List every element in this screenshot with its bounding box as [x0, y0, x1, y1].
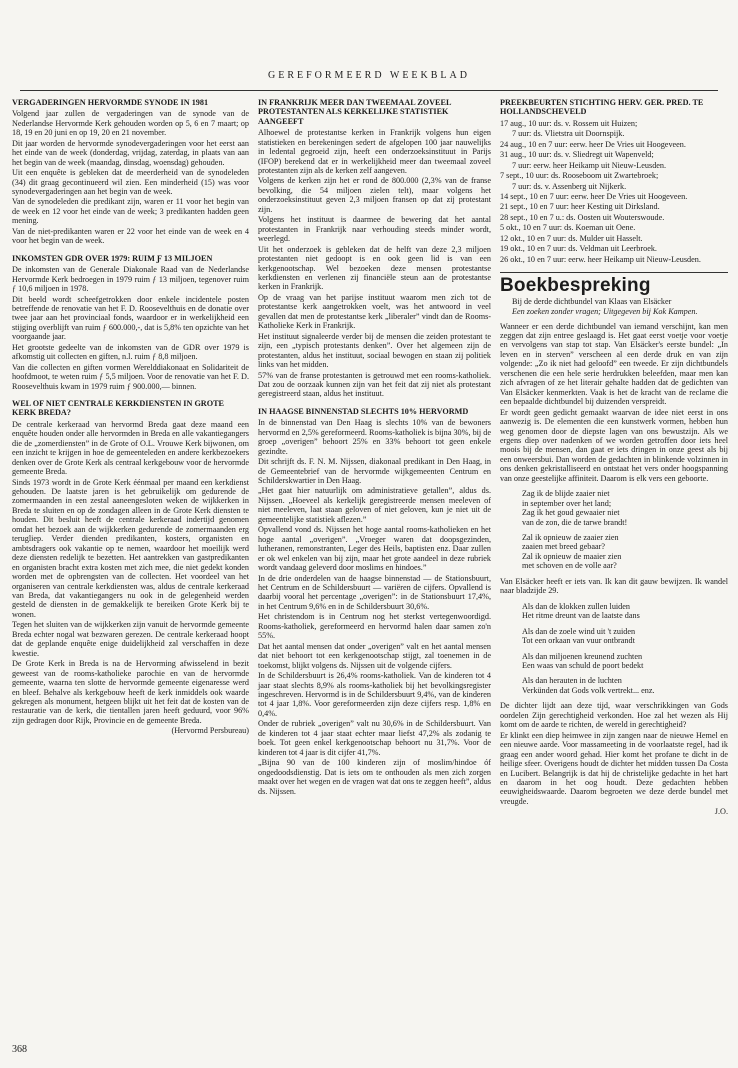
article-paragraph: Volgens het instituut is daarmee de bewering dat het aantal protestanten in Frankrijk naar verhouding steeds minder wordt, weerlegd.	[258, 215, 491, 244]
poem-line: Zag ik de blijde zaaier niet	[522, 489, 610, 499]
review-paragraph: De dichter lijdt aan deze tijd, waar verschrikkingen van Gods oordelen Zijn gerechtigheid verkonden. Hoe zal het wezen als Hij komt om de aarde te richten, de wereld in gerechtigheid?	[500, 701, 728, 730]
column-left	[12, 98, 249, 737]
preekbeurt-line: 7 uur: ds. v. Assenberg uit Nijkerk.	[512, 181, 627, 191]
article-paragraph: De Grote Kerk in Breda is na de Hervorming afwisselend in bezit geweest van de rooms-katholieke parochie en van de hervormde gemeente, waarna ten slotte de hervormde gemeente eigenaresse werd en bleef. Behalve als kerkgebouw heeft de kerk inmiddels ook waarde gekregen als monument, hetgeen blijkt uit het feit dat de kosten van de restauratie van de kerk, die tientallen jaren heeft geduurd, voor 96% zijn gedragen door Rijk, Provincie en de gemeente Breda.	[12, 659, 249, 725]
poem-line: zaaien met breed gebaar?	[522, 542, 605, 552]
poem-line: Zag ik het goud gewaaier niet	[522, 508, 620, 518]
poem-excerpt-2	[522, 602, 728, 696]
preekbeurt-line: 7 uur: eerw. heer Heikamp uit Nieuw-Leusden.	[512, 160, 667, 170]
column-right	[500, 98, 728, 818]
article-paragraph: Volgend jaar zullen de vergaderingen van de synode van de Nederlandse Hervormde Kerk gehouden worden op 5, 6 en 7 maart; op 18, 19 en 20 juni en op 19, 20 en 21 november.	[12, 109, 249, 138]
poem-line: Zal ik opnieuw de maaier zien	[522, 551, 622, 561]
poem-line: van de zon, die de tarwe brandt!	[522, 517, 628, 527]
article-paragraph: Dit schrijft ds. F. N. M. Nijssen, diakonaal predikant in Den Haag, in de Gemeentebrief van de hervormde wijkgemeenten Centrum en Schilderskwartier in Den Haag.	[258, 457, 491, 486]
article-paragraph: Onder de rubriek „overigen” valt nu 30,6% in de Schildersbuurt. Van de kinderen tot 4 jaar staat echter maar liefst 47,2% als zodanig te boek. Tot geen enkel kerkgenootschap behoort nu 31,7%. Voor de kinderen tot 4 jaar is dit cijfer 41,7%.	[258, 719, 491, 757]
article-paragraph: Dat het aantal mensen dat onder „overigen” valt en het aantal mensen dat niet behoort tot een kerkgenootschap stijgt, zal toenemen in de toekomst, blijkt volgens ds. Nijssen uit de volgende cijfers.	[258, 641, 491, 670]
article-paragraph: Sinds 1973 wordt in de Grote Kerk éénmaal per maand een kerkdienst gehouden. De laatste jaren is het gebruikelijk om gedurende de zomermaanden in een zestal aaneengesloten weken de wijkkerken in Breda te sluiten en op de zondagen alleen in de Grote Kerk diensten te houden. Dit besluit heeft de centrale kerkeraad indertijd genomen omdat het bezoek aan de wijkkerken gedurende de zomermaanden erg terugliep. Verder dienden predikanten, kosters, organisten en ambtsdragers ook vakantie op te nemen, waardoor het moeilijk werd deze diensten redelijk te bezetten. Het aantrekken van gastpredikanten en organisten bracht extra kosten met zich mee, die niet gedekt konden worden met de opbrengsten van de collecten. Het voordeel van het organiseren van centrale kerkdiensten was, aldus de centrale kerkeraad van Breda, dat vakantiegangers nu ook in de gelegenheid werden gesteld de diensten in de gemakkelijk te bereiken Grote Kerk bij te wonen.	[12, 477, 249, 619]
preekbeurt-line: 19 okt., 10 en 7 uur: ds. Veldman uit Leerbroek.	[500, 244, 657, 254]
article-paragraph: „Het gaat hier natuurlijk om administratieve getallen”, aldus ds. Nijssen. „Hoeveel als kerkelijk geregistreerde mensen meeleven of niet meeleven, laat staan geloven of niet geloven, kun je niet uit de gemeentelijke statistiek aflezen.”	[258, 486, 491, 524]
poem-line: met schoven en de volle aar?	[522, 561, 617, 571]
column-middle	[258, 98, 491, 797]
article-title-gdr: INKOMSTEN GDR OVER 1979: RUIM Ƒ 13 MILJOEN	[12, 253, 213, 263]
preekbeurt-line: 28 sept., 10 en 7 u.: ds. Oosten uit Wouterswoude.	[500, 212, 665, 222]
article-paragraph: Uit een enquête is gebleken dat de meerderheid van de synodeleden (34) dit graag gecontinueerd wil zien. Een minderheid (15) was voor synodevergaderingen aan het begin van de week.	[12, 168, 249, 197]
article-paragraph: Het christendom is in Centrum nog het sterkst vertegenwoordigd. Rooms-katholiek, gereformeerd en hervormd halen daar samen zo'n 55%.	[258, 612, 491, 641]
preekbeurt-line: 26 okt., 10 en 7 uur: eerw. heer Heikamp uit Nieuw-Leusden.	[500, 254, 701, 264]
review-paragraph: Er klinkt een diep heimwee in zijn zangen naar de nieuwe Hemel en een nieuwe aarde. Voor massameeting in de voorlaatste regel, had ik graag een ander woord gehad. Hier komt het profane te dicht in de heilige sfeer. Overigens houdt de dichter het midden tussen Da Costa en Lucibert. Belangrijk is dat hij de christelijke gedachte in het hart en daarom in het oog houdt. Deze gedachten hebben eeuwigheidswaarde. Daarom begroeten we deze derde bundel met vreugde.	[500, 730, 728, 806]
review-paragraph: Er wordt geen gedicht gemaakt waarvan de idee niet eerst in ons aanwezig is. De elementen die een kunstwerk vormen, hebben hun weg genomen door de diepste lagen van ons bewustzijn. Als we ergens diep over nadenken of we worden getroffen door iets heel moois bij de mensen, dan gaat er iets dringen in onze geest als bij een onweersbui. Dan worden de gedachten in blinkende volzinnen in ons denken gekristalliseerd en ontstaat het vers onder hoogspanning van onze geestelijke affiniteit. Daarom is elk vers een geboorte.	[500, 407, 728, 483]
article-paragraph: Dit jaar worden de hervormde synodevergaderingen voor het eerst aan het einde van de week (donderdag, vrijdag, zaterdag, in plaats van aan het begin van de week (maandag, dinsdag, woensdag) gehouden.	[12, 138, 249, 167]
poem-line: Als dan de klokken zullen luiden	[522, 601, 631, 611]
preekbeurt-line: 31 aug., 10 uur: ds. v. Sliedregt uit Wapenveld;	[500, 150, 654, 160]
page-number: 368	[12, 1044, 27, 1055]
article-title-synode: VERGADERINGEN HERVORMDE SYNODE IN 1981	[12, 98, 209, 107]
preekbeurten-title: PREEKBEURTEN STICHTING HERV. GER. PRED. TE HOLLANDSCHEVELD	[500, 98, 704, 117]
review-paragraph: Wanneer er een derde dichtbundel van iemand verschijnt, kan men zeggen dat zijn entree geslaagd is. Het gaat eerst voetje voor voetje en vervolgens van stap tot stap. Van Elsäcker's eerste bundel: „In leven en in sterven” verscheen al een derde druk en van zijn volgende: „Zo ik niet had geloofd” een tweede. Er zijn dichtbundels verschenen die een hele serie herdrukken beleefden, maar men kan zich afvragen of ze het literair gehalte hadden dat de gedichten van Van Elsäcker kenmerkten. Vaak is het de kracht van de reclame die een bepaalde dichtbundel bij duizenden verspreidt.	[500, 321, 728, 407]
article-paragraph: „Bijna 90 van de 100 kinderen zijn of moslim/hindoe óf ongedoodsdienstig. Dat is iets om te onthouden als men zich zorgen maakt over het wegen en de vragen wat dat ons te zeggen heeft”, aldus ds. Nijssen.	[258, 758, 491, 796]
article-title-breda: WEL OF NIET CENTRALE KERKDIENSTEN IN GROTE KERK BREDA?	[12, 399, 225, 418]
preekbeurt-line: 17 aug., 10 uur: ds. v. Rossem uit Huizen;	[500, 118, 638, 128]
poem-line: Het ritme dreunt van de laatste dans	[522, 611, 640, 621]
article-paragraph: Van die collecten en giften vormen Werelddiakonaat en Solidariteit de hoofdmoot, te weten ruim ƒ 5,5 miljoen. Voor de renovatie van het F. D. Roosevelthuis kwam in 1979 ruim ƒ 900.000,— binnen.	[12, 362, 249, 391]
article-source: (Hervormd Persbureau)	[171, 726, 249, 736]
poem-line: Als dan herauten in de luchten	[522, 676, 622, 686]
poem-excerpt-1	[522, 489, 728, 571]
poem-line: in september over het land;	[522, 498, 612, 508]
article-paragraph: Het instituut signaleerde verder bij de mensen die zeiden protestant te zijn, een „typisch protestants denken”. Over het algemeen zijn de protestanten, aldus het instituut, sociaal bewogen en staan zij politiek links van het midden.	[258, 331, 491, 370]
preekbeurt-line: 7 sept., 10 uur: ds. Rooseboom uit Zwartebroek;	[500, 171, 659, 181]
article-title-den-haag: IN HAAGSE BINNENSTAD SLECHTS 10% HERVORMD	[258, 406, 469, 416]
poem-line: Als dan miljoenen kreunend zuchten	[522, 651, 643, 661]
article-paragraph: Van de synodeleden die predikant zijn, waren er 11 voor het begin van de week en 12 voor het einde van de week; 3 predikanten hadden geen mening.	[12, 197, 249, 226]
book-title: Een zoeken zonder vragen; Uitgegeven bij Kok Kampen.	[512, 307, 698, 317]
article-paragraph: Volgens de kerken zijn het er rond de 800.000 (2,3% van de franse bevolking, die 54 miljoen zielen telt), maar volgens het onderzoeksinstituut geven 2,3 miljoen fransen op dat zij protestant zijn.	[258, 176, 491, 214]
preekbeurt-line: 7 uur: ds. Vlietstra uit Doornspijk.	[512, 129, 625, 139]
poem-line: Tot een orkaan van vuur ontbrandt	[522, 636, 635, 646]
article-paragraph: Tegen het sluiten van de wijkkerken zijn vanuit de hervormde gemeente Breda echter nogal wat bezwaren gerezen. De centrale kerkeraad hoopt dat de geplande enquête enige duidelijkheid zal verschaffen in deze kwestie.	[12, 620, 249, 658]
preekbeurten-list	[500, 119, 728, 264]
poem-line: Een waas van schuld de poort bedekt	[522, 661, 644, 671]
article-paragraph: Op de vraag van het parijse instituut waarom men zich tot de protestantse kerk aangetrokken voelt, was het antwoord in veel gevallen dat men de protestantse kerk „liberaler” vindt dan de Rooms-Katholieke Kerk in Frankrijk.	[258, 292, 491, 331]
review-paragraph: Van Elsäcker heeft er iets van. Ik kan dit gauw bewijzen. Ik wandel naar bladzijde 29.	[500, 576, 728, 596]
article-paragraph: Opvallend vond ds. Nijssen het hoge aantal rooms-katholieken en het hoge aantal „overigen”. „Vroeger waren dat doopsgezinden, lutheranen, remonstranten, Leger des Heils, baptisten enz. Daar zullen er ok wel enkelen van bij zijn, maar het grote aandeel in deze rubriek wordt vandaag geleverd door moslims en hindoes.”	[258, 525, 491, 573]
preekbeurt-line: 21 sept., 10 en 7 uur: heer Kesting uit Dirksland.	[500, 202, 660, 212]
article-paragraph: Van de niet-predikanten waren er 22 voor het einde van de week en 4 voor het begin van de week.	[12, 226, 249, 246]
article-paragraph: In de drie onderdelen van de haagse binnenstad — de Stationsbuurt, het Centrum en de Schildersbuurt — variëren de cijfers. Opvallend is daarbij vooral het percentage „overigen”: in de Stationsbuurt 17,4%, in het Centrum 9,6% en in de Schildersbuurt 30,6%.	[258, 573, 491, 611]
preekbeurt-line: 12 okt., 10 en 7 uur: ds. Mulder uit Hasselt.	[500, 233, 643, 243]
preekbeurt-line: 14 sept., 10 en 7 uur: eerw. heer De Vries uit Hoogeveen.	[500, 191, 688, 201]
article-paragraph: 57% van de franse protestanten is getrouwd met een rooms-katholiek. Dat zou de oorzaak kunnen zijn van het feit dat zij niet als protestant geregistreerd staan, aldus het instituut.	[258, 370, 491, 399]
masthead: GEREFORMEERD WEEKBLAD	[20, 70, 718, 91]
article-paragraph: De centrale kerkeraad van hervormd Breda gaat deze maand een enquête houden onder alle hervormden in Breda en alle vakantiegangers die de „zomerdiensten” in de Grote of O.L. Vrouwe Kerk bijwonen, om een inzicht te krijgen in hoe de gemeenteleden en andere kerkbezoekers denken over de Grote Kerk als centraal kerkgebouw voor de hervormde gemeente Breda.	[12, 419, 249, 477]
review-signature: J.O.	[714, 807, 728, 817]
preekbeurt-line: 24 aug., 10 en 7 uur: eerw. heer De Vries uit Hoogeveen.	[500, 139, 686, 149]
article-paragraph: Dit beeld wordt scheefgetrokken door enkele incidentele posten betreffende de renovatie van het F. D. Roosevelthuis en de donatie over twee jaar aan het provinciaal fonds, waardoor er in werkelijkheid een stijging overblijft van ruim ƒ 600.000,-, dat is 5,8% ten opzichte van het voorgaande jaar.	[12, 294, 249, 342]
article-paragraph: In de binnenstad van Den Haag is slechts 10% van de bewoners hervormd en 2,5% gereformeerd. Rooms-katholiek is bijna 30%, bij de groep „overigen” behoort 25% en 33% behoort tot geen enkele gezindte.	[258, 418, 491, 456]
book-intro: Bij de derde dichtbundel van Klaas van Elsäcker	[512, 296, 672, 306]
section-heading-boekbespreking: Boekbespreking	[500, 275, 651, 297]
article-title-frankrijk: IN FRANKRIJK MEER DAN TWEEMAAL ZOVEEL PROTESTANTEN ALS KERKELIJKE STATISTIEK AANGEEFT	[258, 98, 451, 126]
article-paragraph: De inkomsten van de Generale Diakonale Raad van de Nederlandse Hervormde Kerk bedroegen in 1979 ruim ƒ 13 miljoen, tegenover ruim ƒ 10,6 miljoen in 1978.	[12, 265, 249, 294]
article-paragraph: In de Schildersbuurt is 26,4% rooms-katholiek. Van de kinderen tot 4 jaar staat slechts 8,9% als rooms-katholiek bij het bevolkingsregister ingeschreven. Hervormd is in de Schildersbuurt 9,4%, van de kinderen tot 4 jaar 1,8%. Voor gereformeerden zijn deze cijfers resp. 1,8% en 0,4%.	[258, 671, 491, 718]
poem-line: Als dan de zoele wind uit 't zuiden	[522, 626, 636, 636]
poem-line: Verkünden dat Gods volk vertrekt... enz.	[522, 685, 655, 695]
section-divider	[500, 272, 728, 273]
poem-line: Zal ik opnieuw de zaaier zien	[522, 533, 619, 543]
preekbeurt-line: 5 okt., 10 en 7 uur: ds. Koeman uit Oene.	[500, 223, 636, 233]
article-paragraph: Uit het onderzoek is gebleken dat de helft van deze 2,3 miljoen protestanten niet gedoopt is en ook geen lid is van een kerkgenootschap. Wel bezoeken deze mensen protestantse kerkdiensten en verlenen zij financiële steun aan de protestantse kerken in Frankrijk.	[258, 244, 491, 292]
article-paragraph: Alhoewel de protestantse kerken in Frankrijk volgens hun eigen statistieken en berekeningen sedert de afgelopen 100 jaar nauwelijks in ledental gegroeid zijn, heeft een onderzoeksinstituut in Parijs (IFOP) berekend dat er in werkelijkheid meer dan tweemaal zoveel protestanten zijn als de kerken zelf aangeven.	[258, 128, 491, 176]
article-paragraph: Het grootste gedeelte van de inkomsten van de GDR over 1979 is afkomstig uit collecten en giften, n.l. ruim ƒ 8,8 miljoen.	[12, 342, 249, 362]
